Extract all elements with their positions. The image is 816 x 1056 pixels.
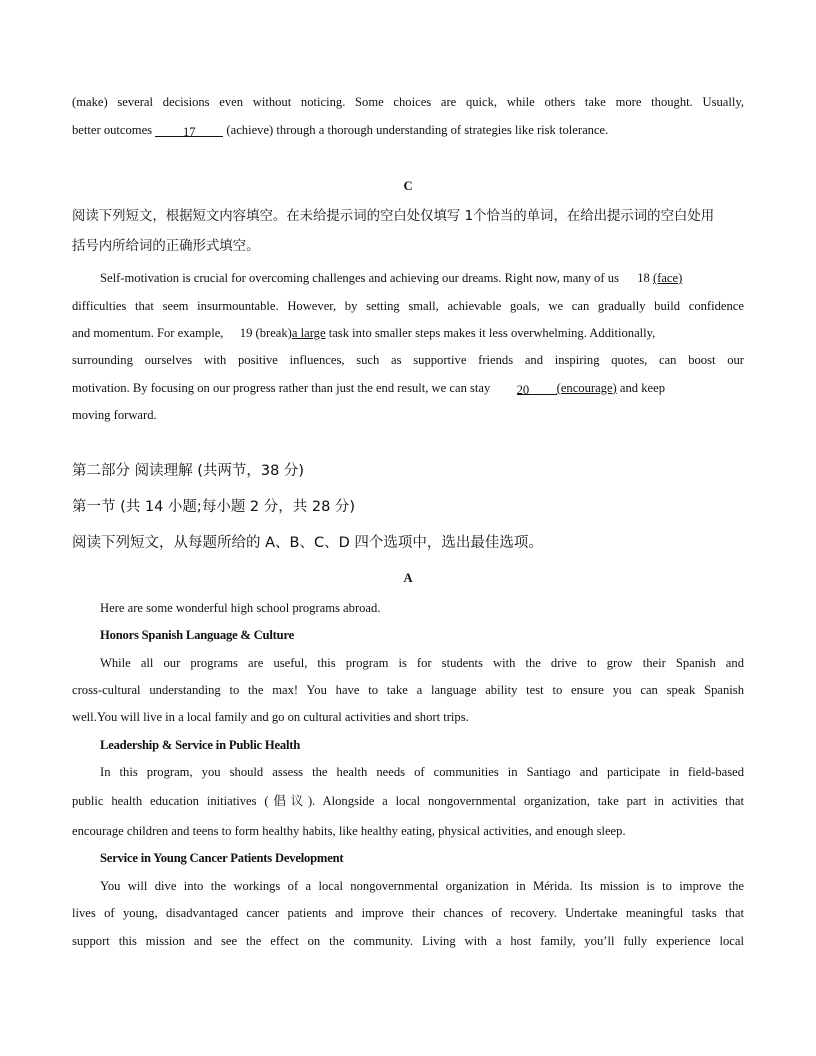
section-c-instruction-line-2: 括号内所给词的正确形式填空。 [72,239,260,254]
program-2-title: Leadership & Service in Public Health [100,738,301,752]
program-3-line-3: support this mission and see the effect on the community. Living with a host family, you’ll fully experience local [72,934,744,948]
blank-number: 20 [516,383,530,397]
text: and keep [619,381,666,395]
section-c-letter: C [403,179,413,193]
passage-c-line-3 [72,325,744,341]
passage-c-line-5 [72,380,744,396]
passage-b-line-2 [72,122,744,138]
reading-instruction: 阅读下列短文，从每题所给的 A、B、C、D 四个选项中，选出最佳选项。 [72,535,543,551]
program-1-line-3: well.You will live in a local family and go on cultural activities and short trips. [72,710,469,724]
section-1-title: 第一节 (共 14 小题;每小题 2 分，共 28 分) [72,499,356,515]
hint-20: (encourage) [556,381,617,395]
blank-19: 19 [239,326,253,340]
program-2-line-1: In this program, you should assess the health needs of communities in Santiago and participate in field-based [100,765,744,779]
blank-number: 17 [182,125,196,139]
program-3-line-2: lives of young, disadvantaged cancer patients and improve their chances of recovery. Undertake meaningful tasks that [72,906,744,920]
program-1-line-2: cross-cultural understanding to the max! You have to take a language ability test to ensure you can speak Spanish [72,683,744,697]
program-1-title: Honors Spanish Language & Culture [100,628,295,642]
text: and momentum. For example, [72,326,224,340]
passage-c-line-6: moving forward. [72,408,157,422]
program-1-line-1: While all our programs are useful, this program is for students with the drive to grow their Spanish and [100,656,744,670]
text: motivation. By focusing on our progress rather than just the end result, we can stay [72,381,491,395]
program-2-line-3: encourage children and teens to form healthy habits, like healthy eating, physical activities, and enough sleep. [72,824,626,838]
passage-c-line-4: surrounding ourselves with positive influences, such as supportive friends and inspiring quotes, can boost our [72,353,744,367]
section-c-instruction-line-1: 阅读下列短文，根据短文内容填空。在未给提示词的空白处仅填写 1个恰当的单词，在给出提示词的空白处用 [72,209,715,224]
passage-c-line-1 [100,270,744,286]
part-2-title: 第二部分 阅读理解 (共两节，38 分) [72,463,305,479]
program-3-line-1: You will dive into the workings of a local nongovernmental organization in Mérida. Its mission is to improve the [100,879,744,893]
hint-18: (face) [652,271,683,285]
hint-19: (break) [255,326,292,340]
passage-c-line-2: difficulties that seem insurmountable. However, by setting small, achievable goals, we can gradually build confidence [72,299,744,313]
program-2-line-2: public health education initiatives (倡议). Alongside a local nongovernmental organization, take part in activities that [72,794,744,808]
blank-17 [155,124,223,137]
text: Self-motivation is crucial for overcoming challenges and achieving our dreams. Right now, many of us [100,271,619,285]
text: better outcomes [72,123,153,137]
blank-18: 18 [637,271,650,285]
text: (achieve) through a thorough understanding of strategies like risk tolerance. [226,123,609,137]
passage-a-letter: A [403,571,413,585]
program-3-title: Service in Young Cancer Patients Development [100,851,344,865]
blank-20 [517,382,557,395]
passage-b-line-1: (make) several decisions even without noticing. Some choices are quick, while others take more thought. Usually, [72,95,744,109]
text: task into smaller steps makes it less overwhelming. Additionally, [328,326,656,340]
passage-a-intro: Here are some wonderful high school programs abroad. [100,601,381,615]
underlined-phrase: a large [291,326,326,340]
